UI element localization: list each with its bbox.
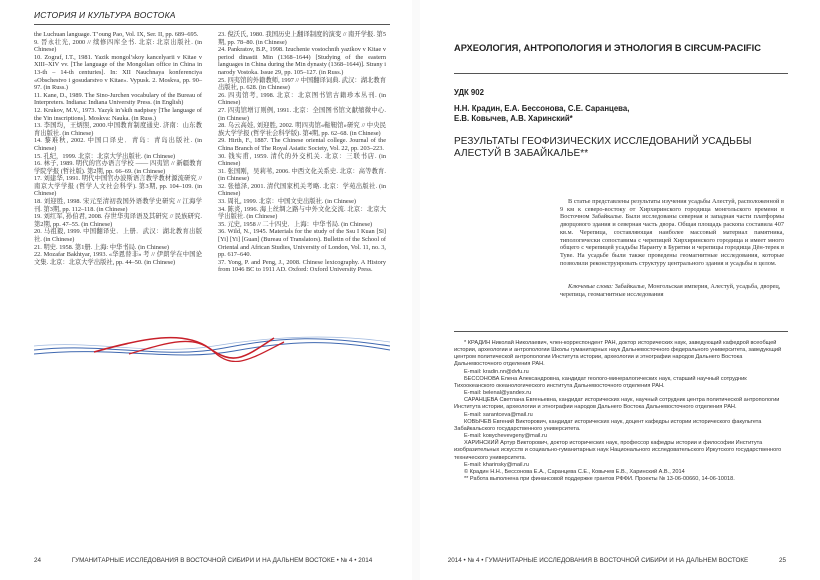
reference-item: 30. 钱实甫, 1959. 清代的外交机关. 北京：三联书店. (in Chinese) bbox=[218, 152, 386, 168]
page-gutter bbox=[412, 0, 420, 580]
reference-item: 9. 晉永壮光, 2000 // 续修四库全书. 北京: 北京出版社. (in Chinese) bbox=[34, 38, 202, 54]
footnote-email: E-mail: koвychevevgeny@mail.ru bbox=[464, 433, 547, 440]
section-title: АРХЕОЛОГИЯ, АНТРОПОЛОГИЯ И ЭТНОЛОГИЯ В CIRCUM-PACIFIC bbox=[454, 43, 761, 53]
footnote-email: E-mail: sarantceva@mail.ru bbox=[464, 411, 533, 418]
running-head: ИСТОРИЯ И КУЛЬТУРА ВОСТОКА bbox=[34, 10, 176, 20]
reference-item: 24. Pankratov, B.P., 1998. Izuchenie vostochnih yazikov v Kitae v period dinastii Min (1368–1644) [Studying of the eastern languages in China during the Min dynasty (1368–1644)]. Strany i narody Vostoka. Issue 29, pp. 105–127. (in Russ.) bbox=[218, 46, 386, 76]
reference-item: 37. Yong, P. and Peng, J., 2008. Chinese lexicography. A History from 1046 BC to 1911 AD. Oxford: Oxford University Press. bbox=[218, 258, 386, 274]
footnote-email: E-mail: belenal@yandex.ru bbox=[464, 390, 532, 397]
reference-item: 31. 张国刚，吴莉苇, 2006. 中西文化关系史. 北京：高等教育. (in Chinese) bbox=[218, 167, 386, 183]
footnote-item: * КРАДИН Николай Николаевич, член-корреспондент РАН, доктор исторических наук, заведующий кафедрой всеобщей истории, археологии и антропологии Школы гуманитарных наук Дальневосточного федерального университета, заведующий центром политической антропологии Института истории, археологии и этнографии народов Дальнего Востока Дальневосточного отделения РАН. bbox=[454, 340, 782, 368]
references-column-1 bbox=[34, 31, 202, 266]
journal-footer-text: ГУМАНИТАРНЫЕ ИССЛЕДОВАНИЯ В ВОСТОЧНОЙ СИБИРИ И НА ДАЛЬНЕМ ВОСТОКЕ • № 4 • 2014 bbox=[71, 557, 373, 564]
footnotes bbox=[454, 340, 788, 483]
reference-item: 10. Zograf, I.T., 1981. Yazik mongol’skoy kancelyarii v Kitae v XIII–XIV vv. [The language of the Mongolian office in China in 13-th – 14-th centuries]. In: XII Nauchnaya konferenciya «Obschestvo i gosudarstvo v Kitae». Vypusk. 2. Moskva, pp. 90–97. (in Russ.) bbox=[34, 53, 202, 92]
reference-item: 33. 周礼, 1999. 北京：中国文史出版社. (in Chinese) bbox=[218, 198, 356, 206]
journal-footer-text: 2014 • № 4 • ГУМАНИТАРНЫЕ ИССЛЕДОВАНИЯ В ВОСТОЧНОЙ СИБИРИ И НА ДАЛЬНЕМ ВОСТОКЕ bbox=[447, 557, 749, 564]
reference-item: 14. 黎难秋, 2002. 中国口译史．青岛：青岛出版社. (in Chinese) bbox=[34, 137, 202, 152]
keywords bbox=[560, 283, 784, 298]
reference-item: 18. 刘迎胜, 1998. 宋元至清初我国外语教学史研究 // 江海学刊. 第3期, pp. 112–118. (in Chinese) bbox=[34, 198, 202, 213]
decorative-wave-graphic bbox=[34, 324, 390, 362]
reference-item: 23. 倪沃氏, 1980. 我国历史上翻译制度的演变 // 南开学报. 第5期, pp. 78–80. (in Chinese) bbox=[218, 31, 386, 46]
reference-item: 27. 四夷馆增订则例, 1991. 北京：全国图书馆文献缩微中心. (in Chinese) bbox=[218, 106, 386, 122]
article-title: РЕЗУЛЬТАТЫ ГЕОФИЗИЧЕСКИХ ИССЛЕДОВАНИЙ УСАДЬБЫ АЛЕСТУЙ В ЗАБАЙКАЛЬЕ** bbox=[454, 136, 752, 159]
keywords-text: Забайкалье, Монгольская империя, Алестуй, усадьба, дворец, черепица, геомагнитные исследования bbox=[560, 283, 781, 298]
right-page bbox=[420, 0, 820, 580]
reference-item: 22. Mozafar Bakhtyar, 1993. «华恩替非» 考 // 伊朗学在中国论文集. 北京：北京大学出版社, pp. 44–50. (in Chinese) bbox=[34, 251, 202, 266]
grant-note: ** Работа выполнена при финансовой поддержке грантов РФФИ. Проекты № 13-06-00660, 14-06-10018. bbox=[464, 475, 735, 482]
wave-blue-2 bbox=[34, 343, 390, 355]
reference-item: 11. Kane, D., 1989. The Sino-Jurchen vocabulary of the Bureau of Interpreters. Indiana: Indiana University Press. (in English) bbox=[34, 91, 202, 107]
references-column-2 bbox=[218, 31, 386, 274]
reference-item: 28. 乌云高娃, 刘迎胜, 2002. 明四夷馆«鞑靼馆»研究 // 中央民族大学学报 (哲学社会科学版). 第4期, pp. 62–68. (in Chinese) bbox=[218, 122, 386, 137]
reference-item: 29. Hirth, F., 1887. The Chinese oriental college. Journal of the China Branch of The Royal Asiatic Society, Vol. 22, pp. 203–223. bbox=[218, 137, 386, 152]
authors-line: Н.Н. Крадин, Е.А. Бессонова, С.Е. Саранцева, bbox=[454, 104, 630, 113]
reference-item: 32. 张德泽, 2001. 清代国家机关考略. 北京：学苑出版社. (in Chinese) bbox=[218, 182, 386, 198]
abstract bbox=[560, 198, 784, 267]
reference-item: 20. 马祖毅, 1999. 中国翻译史．上册．武汉：湖北教育出版社. (in Chinese) bbox=[34, 228, 202, 244]
page-number: 24 bbox=[34, 557, 42, 564]
reference-item: 17. 刘建华, 1991. 明代中国官办波斯语言教学教材源流研究 // 南京大学学报 (哲学人文社会科学). 第3期, pp. 104–109. (in Chinese) bbox=[34, 175, 202, 198]
footnote-rule bbox=[454, 331, 788, 332]
left-footer bbox=[34, 557, 372, 564]
footnote-email: E-mail: kharinsky@mail.ru bbox=[464, 461, 530, 468]
reference-item: 36. Wild, N., 1945. Materials for the study of the Ssu I Kuan [Si] [Yi] [Yi] [Guan] (Bureau of Translators). Bulletin of the School of Oriental and African Studies, University of London, Vol. 11, no. 3, pp. 617–640. bbox=[218, 228, 386, 259]
reference-item: 12. Krukov, M.V., 1973. Yazyk in’skih nadpisey [The language of the Yin inscriptions]. Moskva: Nauka. (in Russ.) bbox=[34, 106, 202, 122]
reference-item: 21. 明史. 1958. 第1册. 上海: 中华书局. (in Chinese) bbox=[34, 243, 170, 251]
footnote-item: БЕССОНОВА Елена Александровна, кандидат геолого-минералогических наук, старший научный сотрудник Тихоокеанского океанологического института Дальневосточного отделения РАН. bbox=[454, 375, 747, 389]
footnote-item: КОВЫЧЕВ Евгений Викторович, кандидат исторических наук, доцент кафедры истории исторического факультета Забайкальского государственного университета. bbox=[454, 418, 762, 432]
section-rule bbox=[454, 73, 788, 74]
reference-item: 25. 四夷馆的外籍教师, 1997 // 中国翻译词典. 武汉：湖北教育出版社, p. 628. (in Chinese) bbox=[218, 76, 386, 92]
reference-item: 34. 陈炎, 1996. 海上丝绸之路与中外文化交流. 北京：北京大学出版社. (in Chinese) bbox=[218, 205, 386, 221]
header-rule bbox=[34, 24, 390, 25]
reference-item: 26. 四夷馆考, 1998. 北京：北京图书馆古籍珍本丛刊. (in Chinese) bbox=[218, 91, 386, 107]
authors-line: Е.В. Ковычев, А.В. Харинский* bbox=[454, 113, 573, 123]
footnote-email: E-mail: kradin.nn@dvfu.ru bbox=[464, 368, 529, 375]
authors bbox=[454, 104, 784, 124]
reference-item: the Luchuan language. T’oung Pao, Vol. IX, Ser. II, pp. 689–695. bbox=[34, 31, 199, 38]
page-number: 25 bbox=[778, 557, 786, 564]
abstract-text: В статье представлены результаты изучения усадьбы Алестуй, расположенной в 9 км к северо-востоку от Хирхиринского городища монгольского времени в Восточном Забайкалье. Были исследованы северная и западная части платформы дворцового здания и северная часть двора. Общая площадь раскопа составила 407 кв.м. Черепица, составляющая наиболее массовый материал памятника, типологически сопоставима с черепицей Хирхиринского городища и имеет много общего с черепицей усадьбы Наранту в Бурятии и черепицы городища Дён-терек в Туве. На усадьбе были также проведены геомагнитные исследования, которые позволили реконструировать структуру центрального здания и усадьбы в целом. bbox=[560, 198, 784, 267]
reference-item: 15. 孔纪，1999. 北京：北京大学出版社. (in Chinese) bbox=[34, 152, 176, 160]
copyright-note: © Крадин Н.Н., Бессонова Е.А., Саранцева С.Е., Ковычев Е.В., Харинский А.В., 2014 bbox=[464, 468, 685, 475]
footnote-item: ХАРИНСКИЙ Артур Викторович, доктор исторических наук, профессор кафедры истории и философии Института изобразительных искусств и социально-гуманитарных наук Национального исследовательского Иркутского государственного технического университета. bbox=[454, 440, 782, 461]
reference-item: 13. 李国均，王炳照, 2000.中国教育制度通史. 济南：山东教育出版社. (in Chinese) bbox=[34, 122, 202, 137]
udk-code: УДК 902 bbox=[454, 88, 484, 97]
reference-item: 16. 林子, 1989. 明代的官办语言学校 —— 四夷馆 // 新疆教育学院学报 (哲社版). 第2期, pp. 66–69. (in Chinese) bbox=[34, 160, 202, 175]
reference-item: 19. 刘红军, 孙伯君, 2008. 存世华夷译语及其研究 // 民族研究. 第2期, pp. 47–55. (in Chinese) bbox=[34, 213, 202, 228]
keywords-label: Ключевые слова: bbox=[568, 283, 614, 290]
right-footer bbox=[448, 557, 786, 564]
footnote-item: САРАНЦЕВА Светлана Евгеньевна, кандидат исторических наук, научный сотрудник центра политической антропологии Института истории, археологии и этнографии народов Дальнего Востока Дальневосточного отделения РАН. bbox=[454, 397, 780, 411]
reference-item: 35. 元史, 1958 // 二十四史．上海：中华书局. (in Chinese) bbox=[218, 220, 373, 228]
